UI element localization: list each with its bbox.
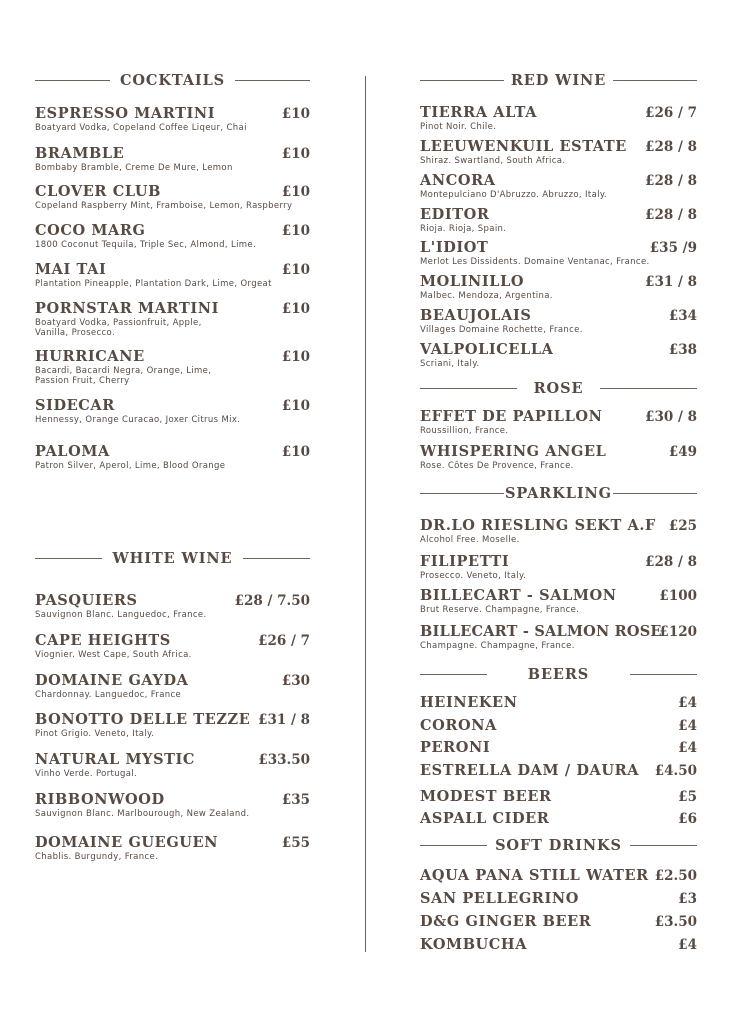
heading-rule — [613, 493, 697, 494]
item-name: AQUA PANA STILL WATER — [420, 867, 649, 884]
item-name: RIBBONWOOD — [35, 791, 165, 808]
item-description: Plantation Pineapple, Plantation Dark, Lime, Orgeat — [35, 279, 272, 289]
item-description: Sauvignon Blanc. Languedoc, France. — [35, 610, 207, 620]
item-description: Hennessy, Orange Curacao, Joxer Citrus Mix. — [35, 415, 241, 425]
item-description: Pinot Grigio. Veneto, Italy. — [35, 729, 155, 739]
item-name: FILIPETTI — [420, 553, 510, 570]
item-description: Alcohol Free. Moselle. — [420, 535, 520, 545]
item-description: Roussillion, France. — [420, 426, 509, 436]
item-description: Boatyard Vodka, Passionfruit, Apple, Vanilla, Prosecco. — [35, 318, 202, 338]
item-name: VALPOLICELLA — [420, 341, 554, 358]
item-price: £28 / 8 — [645, 554, 697, 570]
item-description: Prosecco. Veneto, Italy. — [420, 571, 527, 581]
item-price: £4.50 — [654, 763, 697, 779]
item-price: £10 — [281, 444, 310, 460]
item-price: £26 / 7 — [258, 633, 310, 649]
heading-rule — [243, 558, 310, 559]
item-price: £31 / 8 — [258, 712, 310, 728]
item-price: £4 — [678, 718, 697, 734]
cocktails-heading — [35, 73, 310, 89]
item-name: NATURAL MYSTIC — [35, 751, 196, 768]
heading-rule — [613, 80, 697, 81]
item-price: £4 — [678, 740, 697, 756]
item-description: Pinot Noir. Chile. — [420, 122, 497, 132]
item-name: CORONA — [420, 717, 497, 734]
item-name: CAPE HEIGHTS — [35, 632, 171, 649]
item-name: ESPRESSO MARTINI — [35, 105, 216, 122]
item-price: £33.50 — [258, 752, 310, 768]
item-price: £10 — [281, 349, 310, 365]
item-name: BILLECART - SALMON ROSE — [420, 623, 662, 640]
item-name: SIDECAR — [35, 397, 115, 414]
item-name: COCO MARG — [35, 222, 146, 239]
item-price: £3.50 — [654, 914, 697, 930]
soft-drinks-heading — [420, 838, 697, 854]
item-price: £28 / 8 — [645, 139, 697, 155]
item-name: SAN PELLEGRINO — [420, 890, 579, 907]
rose-heading — [420, 381, 697, 397]
item-price: £49 — [668, 444, 697, 460]
section-title: SOFT DRINKS — [495, 837, 622, 854]
item-description: Boatyard Vodka, Copeland Coffee Liqeur, Chai — [35, 123, 247, 133]
item-price: £10 — [281, 146, 310, 162]
item-price: £30 — [281, 673, 310, 689]
item-name: CLOVER CLUB — [35, 183, 161, 200]
item-price: £28 / 7.50 — [234, 593, 310, 609]
item-description: Chablis. Burgundy, France. — [35, 852, 159, 862]
item-price: £2.50 — [654, 868, 697, 884]
item-name: EFFET DE PAPILLON — [420, 408, 603, 425]
item-description: Champagne. Champagne, France. — [420, 641, 575, 651]
item-description: Copeland Raspberry Mint, Framboise, Lemon, Raspberry — [35, 201, 293, 211]
white-wine-heading — [35, 551, 310, 567]
item-price: £5 — [678, 789, 697, 805]
item-price: £6 — [678, 811, 697, 827]
item-name: BONOTTO DELLE TEZZE — [35, 711, 251, 728]
section-title: ROSE — [533, 380, 584, 397]
beers-heading — [420, 667, 697, 683]
item-price: £4 — [678, 695, 697, 711]
item-price: £10 — [281, 301, 310, 317]
item-price: £25 — [668, 518, 697, 534]
item-description: Montepulciano D'Abruzzo. Abruzzo, Italy. — [420, 190, 608, 200]
item-name: KOMBUCHA — [420, 936, 528, 953]
item-name: HURRICANE — [35, 348, 145, 365]
section-title: COCKTAILS — [119, 72, 226, 89]
item-price: £28 / 8 — [645, 173, 697, 189]
item-name: MODEST BEER — [420, 788, 552, 805]
section-title: BEERS — [527, 666, 590, 683]
item-description: Merlot Les Dissidents. Domaine Ventanac, France. — [420, 257, 650, 267]
section-title: WHITE WINE — [112, 550, 233, 567]
item-price: £10 — [281, 223, 310, 239]
item-name: PALOMA — [35, 443, 110, 460]
item-name: ESTRELLA DAM / DAURA — [420, 762, 640, 779]
item-name: PASQUIERS — [35, 592, 138, 609]
item-description: Shiraz. Swartland, South Africa. — [420, 156, 566, 166]
item-price: £34 — [668, 308, 697, 324]
item-description: Sauvignon Blanc. Marlbourough, New Zealand. — [35, 809, 250, 819]
red-wine-heading — [420, 73, 697, 89]
item-description: Bombaby Bramble, Creme De Mure, Lemon — [35, 163, 233, 173]
item-description: Bacardi, Bacardi Negra, Orange, Lime, Passion Fruit, Cherry — [35, 366, 212, 386]
heading-rule — [600, 388, 697, 389]
item-description: Viognier. West Cape, South Africa. — [35, 650, 192, 660]
item-price: £38 — [668, 342, 697, 358]
item-name: PORNSTAR MARTINI — [35, 300, 219, 317]
item-name: PERONI — [420, 739, 491, 756]
item-name: LEEUWENKUIL ESTATE — [420, 138, 627, 155]
item-price: £55 — [281, 835, 310, 851]
item-description: Rioja. Rioja, Spain. — [420, 224, 507, 234]
item-price: £10 — [281, 184, 310, 200]
item-price: £4 — [678, 937, 697, 953]
item-name: DOMAINE GUEGUEN — [35, 834, 219, 851]
heading-rule — [630, 674, 697, 675]
item-name: D&G GINGER BEER — [420, 913, 592, 930]
item-name: L'IDIOT — [420, 239, 489, 256]
item-name: BILLECART - SALMON — [420, 587, 617, 604]
item-name: BRAMBLE — [35, 145, 125, 162]
item-name: MAI TAI — [35, 261, 107, 278]
heading-rule — [235, 80, 310, 81]
item-name: TIERRA ALTA — [420, 104, 538, 121]
item-price: £10 — [281, 398, 310, 414]
item-price: £31 / 8 — [645, 274, 697, 290]
item-price: £10 — [281, 262, 310, 278]
section-title: SPARKLING — [505, 485, 612, 502]
item-price: £3 — [678, 891, 697, 907]
item-name: MOLINILLO — [420, 273, 525, 290]
item-price: £28 / 8 — [645, 207, 697, 223]
item-description: Villages Domaine Rochette, France. — [420, 325, 583, 335]
item-price: £26 / 7 — [645, 105, 697, 121]
item-description: Vinho Verde. Portugal. — [35, 769, 138, 779]
heading-rule — [630, 845, 697, 846]
item-name: EDITOR — [420, 206, 490, 223]
item-price: £10 — [281, 106, 310, 122]
item-name: BEAUJOLAIS — [420, 307, 532, 324]
item-description: Rose. Côtes De Provence, France. — [420, 461, 574, 471]
item-price: £35 — [281, 792, 310, 808]
item-price: £35 /9 — [649, 240, 697, 256]
item-description: Chardonnay. Languedoc, France — [35, 690, 182, 700]
item-price: £120 — [659, 624, 697, 640]
item-description: 1800 Coconut Tequila, Triple Sec, Almond, Lime. — [35, 240, 257, 250]
section-title: RED WINE — [510, 72, 607, 89]
item-description: Scriani, Italy. — [420, 359, 480, 369]
item-name: ANCORA — [420, 172, 496, 189]
item-description: Patron Silver, Aperol, Lime, Blood Orange — [35, 461, 226, 471]
item-description: Malbec. Mendoza, Argentina. — [420, 291, 553, 301]
column-divider — [365, 76, 366, 952]
item-name: DOMAINE GAYDA — [35, 672, 189, 689]
item-description: Brut Reserve. Champagne, France. — [420, 605, 580, 615]
item-name: DR.LO RIESLING SEKT A.F — [420, 517, 656, 534]
item-price: £30 / 8 — [645, 409, 697, 425]
sparkling-heading — [420, 486, 697, 502]
item-price: £100 — [659, 588, 697, 604]
item-name: WHISPERING ANGEL — [420, 443, 607, 460]
item-name: HEINEKEN — [420, 694, 518, 711]
item-name: ASPALL CIDER — [420, 810, 550, 827]
